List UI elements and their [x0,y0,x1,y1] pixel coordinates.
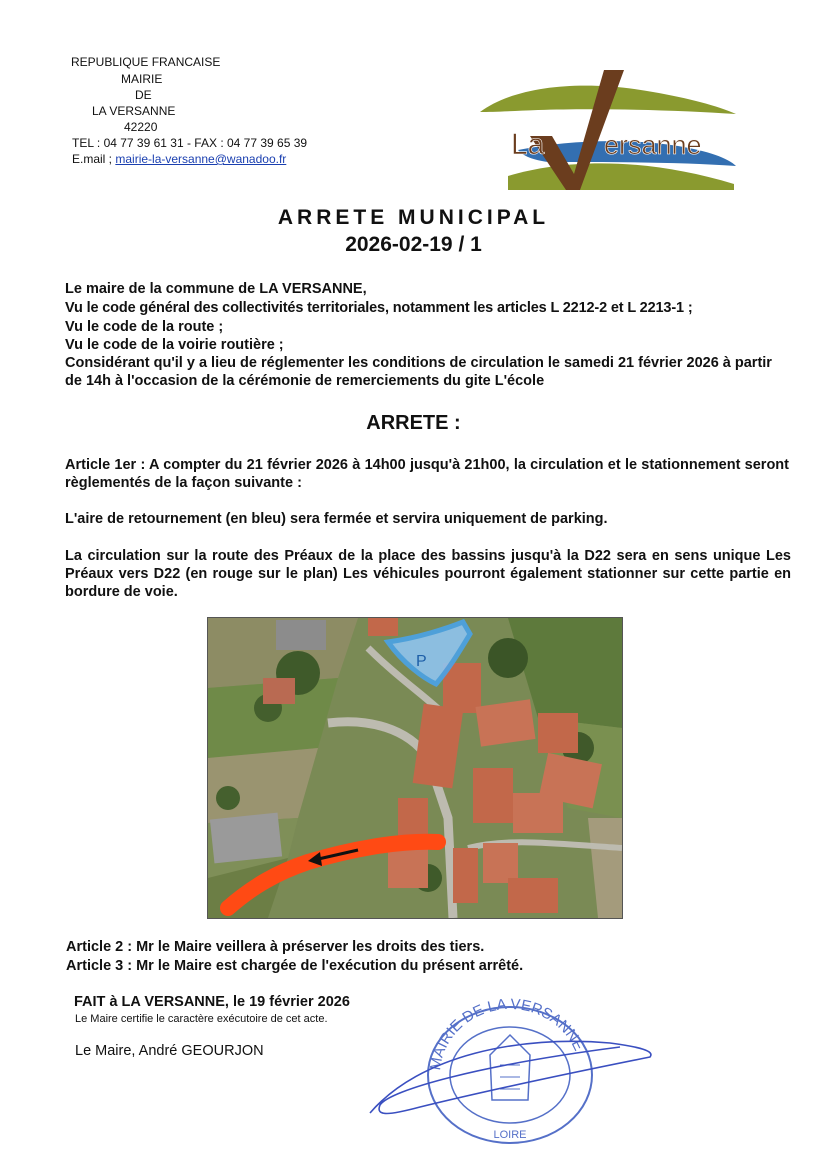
preamble-line-voirie: Vu le code de la voirie routière ; [65,337,284,353]
la-versanne-logo [478,66,740,194]
arrete-heading: ARRETE : [366,412,461,434]
logo-text-ersanne: ersanne [604,130,702,160]
parking-text: L'aire de retournement (en bleu) sera fermée et servira uniquement de parking. [65,511,608,527]
maire-name: Le Maire, André GEOURJON [75,1043,264,1059]
logo-graphic [478,66,740,194]
certifie-line: Le Maire certifie le caractère exécutoire de cet acte. [75,1013,328,1025]
circulation-text: La circulation sur la route des Préaux de la place des bassins jusqu'à la D22 sera en sens unique Les Préaux vers D22 (en rouge sur le plan) Les véhicules pourront également stationner sur cette partie en bordure de voie. [65,548,791,600]
preamble-line-route: Vu le code de la route ; [65,319,224,335]
stamp-loire-text: LOIRE [493,1129,527,1141]
email-link[interactable]: mairie-la-versanne@wanadoo.fr [115,152,287,166]
header-republique: REPUBLIQUE FRANCAISE [71,55,221,69]
logo-text-la: La [511,128,545,161]
article-1: Article 1er : A compter du 21 février 2026 à 14h00 jusqu'à 21h00, la circulation et le stationnement seront règlementés de la façon suivante : [65,457,789,491]
preamble-line-considerant: Considérant qu'il y a lieu de réglementer les conditions de circulation le samedi 21 février 2026 à partir de 14h à l'occasion de la cérémonie de remerciements du gite L'école [65,355,772,389]
stamp-ring-text: MAIRIE DE LA VERSANNE [427,995,588,1072]
header-phone-fax: TEL : 04 77 39 61 31 - FAX : 04 77 39 65 39 [72,136,308,150]
preamble-line-cgct: Vu le code général des collectivités territoriales, notamment les articles L 2212-2 et L 2213-1 ; [65,300,693,316]
parking-marker-label: P [416,653,427,670]
header-de: DE [135,88,152,102]
header-email-line [72,151,286,168]
article-2: Article 2 : Mr le Maire veillera à préserver les droits des tiers. [66,939,485,955]
preamble-line-maire: Le maire de la commune de LA VERSANNE, [65,281,367,297]
email-label: E.mail ; [72,152,113,166]
logo-label [740,66,741,67]
header-mairie: MAIRIE [121,72,163,86]
aerial-map-graphic [208,618,622,918]
page-title: ARRETE MUNICIPAL [277,206,550,229]
arrete-number: 2026-02-19 / 1 [345,233,482,256]
header-postcode: 42220 [124,120,158,134]
mairie-stamp [360,995,660,1145]
header-commune: LA VERSANNE [92,104,176,118]
stamp-graphic [360,995,660,1145]
article-3: Article 3 : Mr le Maire est chargée de l'exécution du présent arrêté. [66,958,524,974]
aerial-map [207,617,623,919]
fait-a-line: FAIT à LA VERSANNE, le 19 février 2026 [74,994,350,1010]
